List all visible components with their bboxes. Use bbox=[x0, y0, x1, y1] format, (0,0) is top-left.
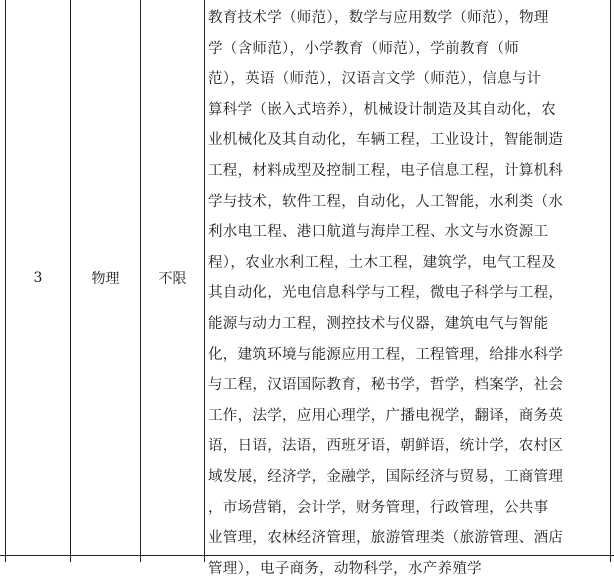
table-border-right bbox=[610, 0, 611, 562]
majors-text-line: 学与技术，软件工程，自动化，人工智能，水利类（水 bbox=[208, 193, 564, 210]
column-divider bbox=[204, 0, 205, 562]
majors-text-line: 业机械化及其自动化，车辆工程，工业设计，智能制造 bbox=[208, 132, 564, 149]
row-number: 3 bbox=[33, 269, 43, 286]
majors-text-line: 域发展，经济学，金融学，国际经济与贸易，工商管理 bbox=[208, 468, 564, 485]
majors-text-line: 语，日语，法语，西班牙语，朝鲜语，统计学，农村区 bbox=[208, 438, 564, 455]
row-number-cell bbox=[6, 0, 70, 555]
majors-text-line: 学（含师范），小学教育（师范），学前教育（师 bbox=[208, 40, 520, 57]
majors-text-line: 教育技术学（师范），数学与应用数学（师范），物理 bbox=[208, 10, 549, 26]
subject-cell bbox=[71, 0, 140, 555]
majors-text-line: 其自动化，光电信息科学与工程，微电子科学与工程， bbox=[208, 285, 564, 302]
majors-text-line: 工作，法学，应用心理学，广播电视学，翻译，商务英 bbox=[208, 407, 564, 424]
majors-text-line: 能源与动力工程，测控技术与仪器，建筑电气与智能 bbox=[208, 315, 549, 332]
subject-label: 物理 bbox=[91, 270, 120, 287]
majors-text-line: 业管理，农林经济管理，旅游管理类（旅游管理、酒店 bbox=[208, 530, 564, 547]
majors-cell bbox=[208, 3, 610, 584]
majors-text-line: 算科学（嵌入式培养），机械设计制造及其自动化，农 bbox=[208, 101, 556, 118]
restriction-cell bbox=[141, 0, 204, 555]
majors-text-line: 程），农业水利工程，土木工程，建筑学，电气工程及 bbox=[208, 254, 556, 271]
majors-text-line: 范），英语（师范），汉语言文学（师范），信息与计 bbox=[208, 71, 542, 88]
majors-text-line: 管理），电子商务，动物科学，水产养殖学 bbox=[208, 560, 482, 577]
majors-text-line: 与工程，汉语国际教育，秘书学，哲学，档案学，社会 bbox=[208, 377, 564, 394]
restriction-label: 不限 bbox=[158, 270, 187, 287]
majors-text-line: ，市场营销，会计学，财务管理，行政管理，公共事 bbox=[208, 499, 549, 516]
majors-text-line: 化，建筑环境与能源应用工程，工程管理，给排水科学 bbox=[208, 346, 564, 363]
majors-text-line: 工程，材料成型及控制工程，电子信息工程，计算机科 bbox=[208, 162, 564, 179]
majors-text-line: 利水电工程、港口航道与海岸工程、水文与水资源工 bbox=[208, 224, 549, 241]
